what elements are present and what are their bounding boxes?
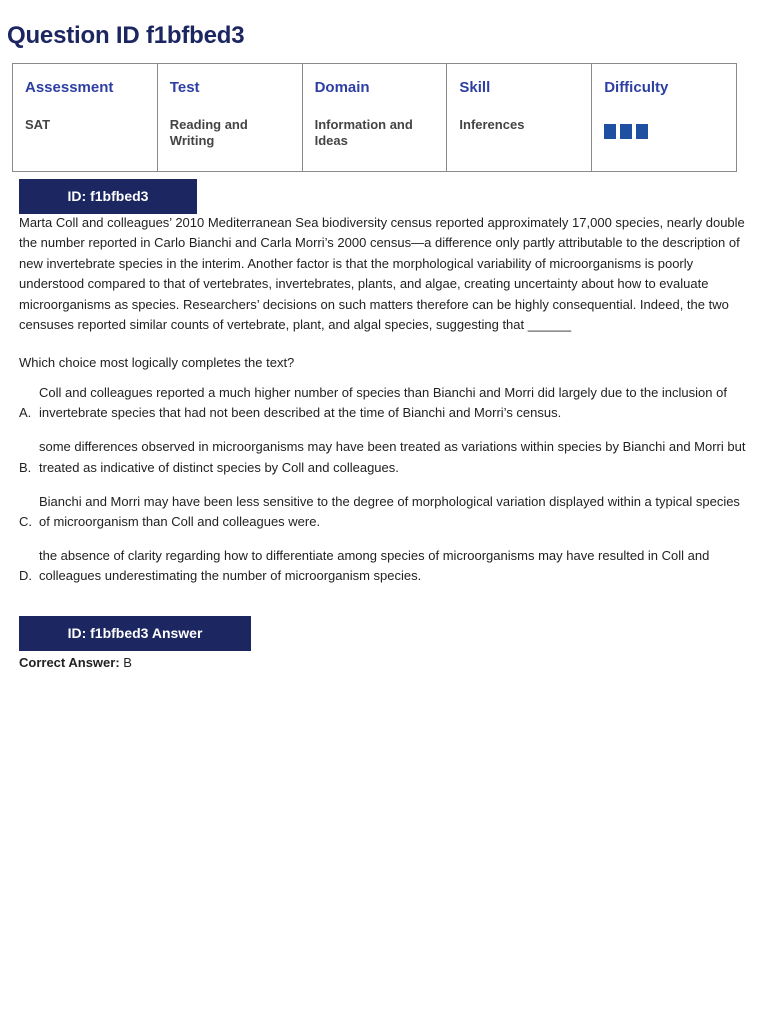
passage-text: Marta Coll and colleagues’ 2010 Mediterranean Sea biodiversity census reported approximately 17,000 species, nearly double the number reported in Carlo Bianchi and Carla Morri’s 2000 census—a difference only partly attributable to the description of new invertebrate species in the interim. Another factor is that the morphological variability of microorganisms is poorly understood compared to that of vertebrates, invertebrates, plants, and algae, creating uncertainty about how to evaluate microorganisms as species. Researchers’ decisions on such matters therefore can be highly consequential. Indeed, the two censuses reported similar counts of vertebrate, plant, and algal species, suggesting that ______: [19, 215, 745, 333]
assessment-header: Assessment: [25, 79, 114, 96]
answer-choices: [19, 383, 749, 600]
choice-letter: C.: [19, 514, 32, 530]
domain-header: Domain: [314, 79, 370, 96]
assessment-cell: [13, 64, 158, 172]
difficulty-header: Difficulty: [604, 79, 669, 96]
correct-answer-value: B: [123, 655, 132, 670]
skill-value: Inferences: [459, 117, 525, 132]
domain-value: Information and Ideas: [314, 117, 413, 148]
difficulty-bar: [620, 124, 632, 139]
difficulty-cell: [592, 64, 737, 172]
difficulty-bar: [604, 124, 616, 139]
page-title: Question ID f1bfbed3: [7, 22, 245, 49]
choice-text: some differences observed in microorganisms may have been treated as variations within species by Bianchi and Morri but treated as indicative of distinct species by Coll and colleagues.: [39, 439, 746, 475]
choice-text: Coll and colleagues reported a much higher number of species than Bianchi and Morri did largely due to the inclusion of invertebrate species that had not been described at the time of Bianchi and Morri’s census.: [39, 385, 727, 421]
test-cell: [157, 64, 302, 172]
skill-cell: [447, 64, 592, 172]
choice-letter: B.: [19, 459, 32, 475]
test-value: Reading and Writing: [169, 117, 248, 148]
assessment-value: SAT: [25, 117, 51, 132]
choice-text: the absence of clarity regarding how to differentiate among species of microorganisms may have resulted in Coll and colleagues underestimating the number of microorganism species.: [39, 547, 710, 584]
choice-c: [19, 492, 749, 533]
test-header: Test: [169, 79, 200, 96]
choice-a: [19, 383, 749, 424]
question-prompt: Which choice most logically completes the text?: [19, 355, 295, 370]
skill-header: Skill: [459, 79, 491, 96]
correct-answer-label: Correct Answer:: [19, 655, 120, 670]
choice-text: Bianchi and Morri may have been less sensitive to the degree of morphological variation displayed within a typical species of microorganism than Coll and colleagues were.: [39, 493, 740, 530]
question-id-banner: ID: f1bfbed3: [19, 179, 197, 214]
correct-answer: [19, 655, 132, 670]
choice-b: [19, 437, 749, 478]
choice-d: [19, 546, 749, 587]
difficulty-indicator: [604, 124, 724, 139]
answer-id-banner: ID: f1bfbed3 Answer: [19, 616, 251, 651]
domain-cell: [302, 64, 447, 172]
difficulty-bar: [636, 124, 648, 139]
question-meta-table: [12, 63, 737, 172]
choice-letter: D.: [19, 568, 32, 584]
choice-letter: A.: [19, 405, 32, 421]
